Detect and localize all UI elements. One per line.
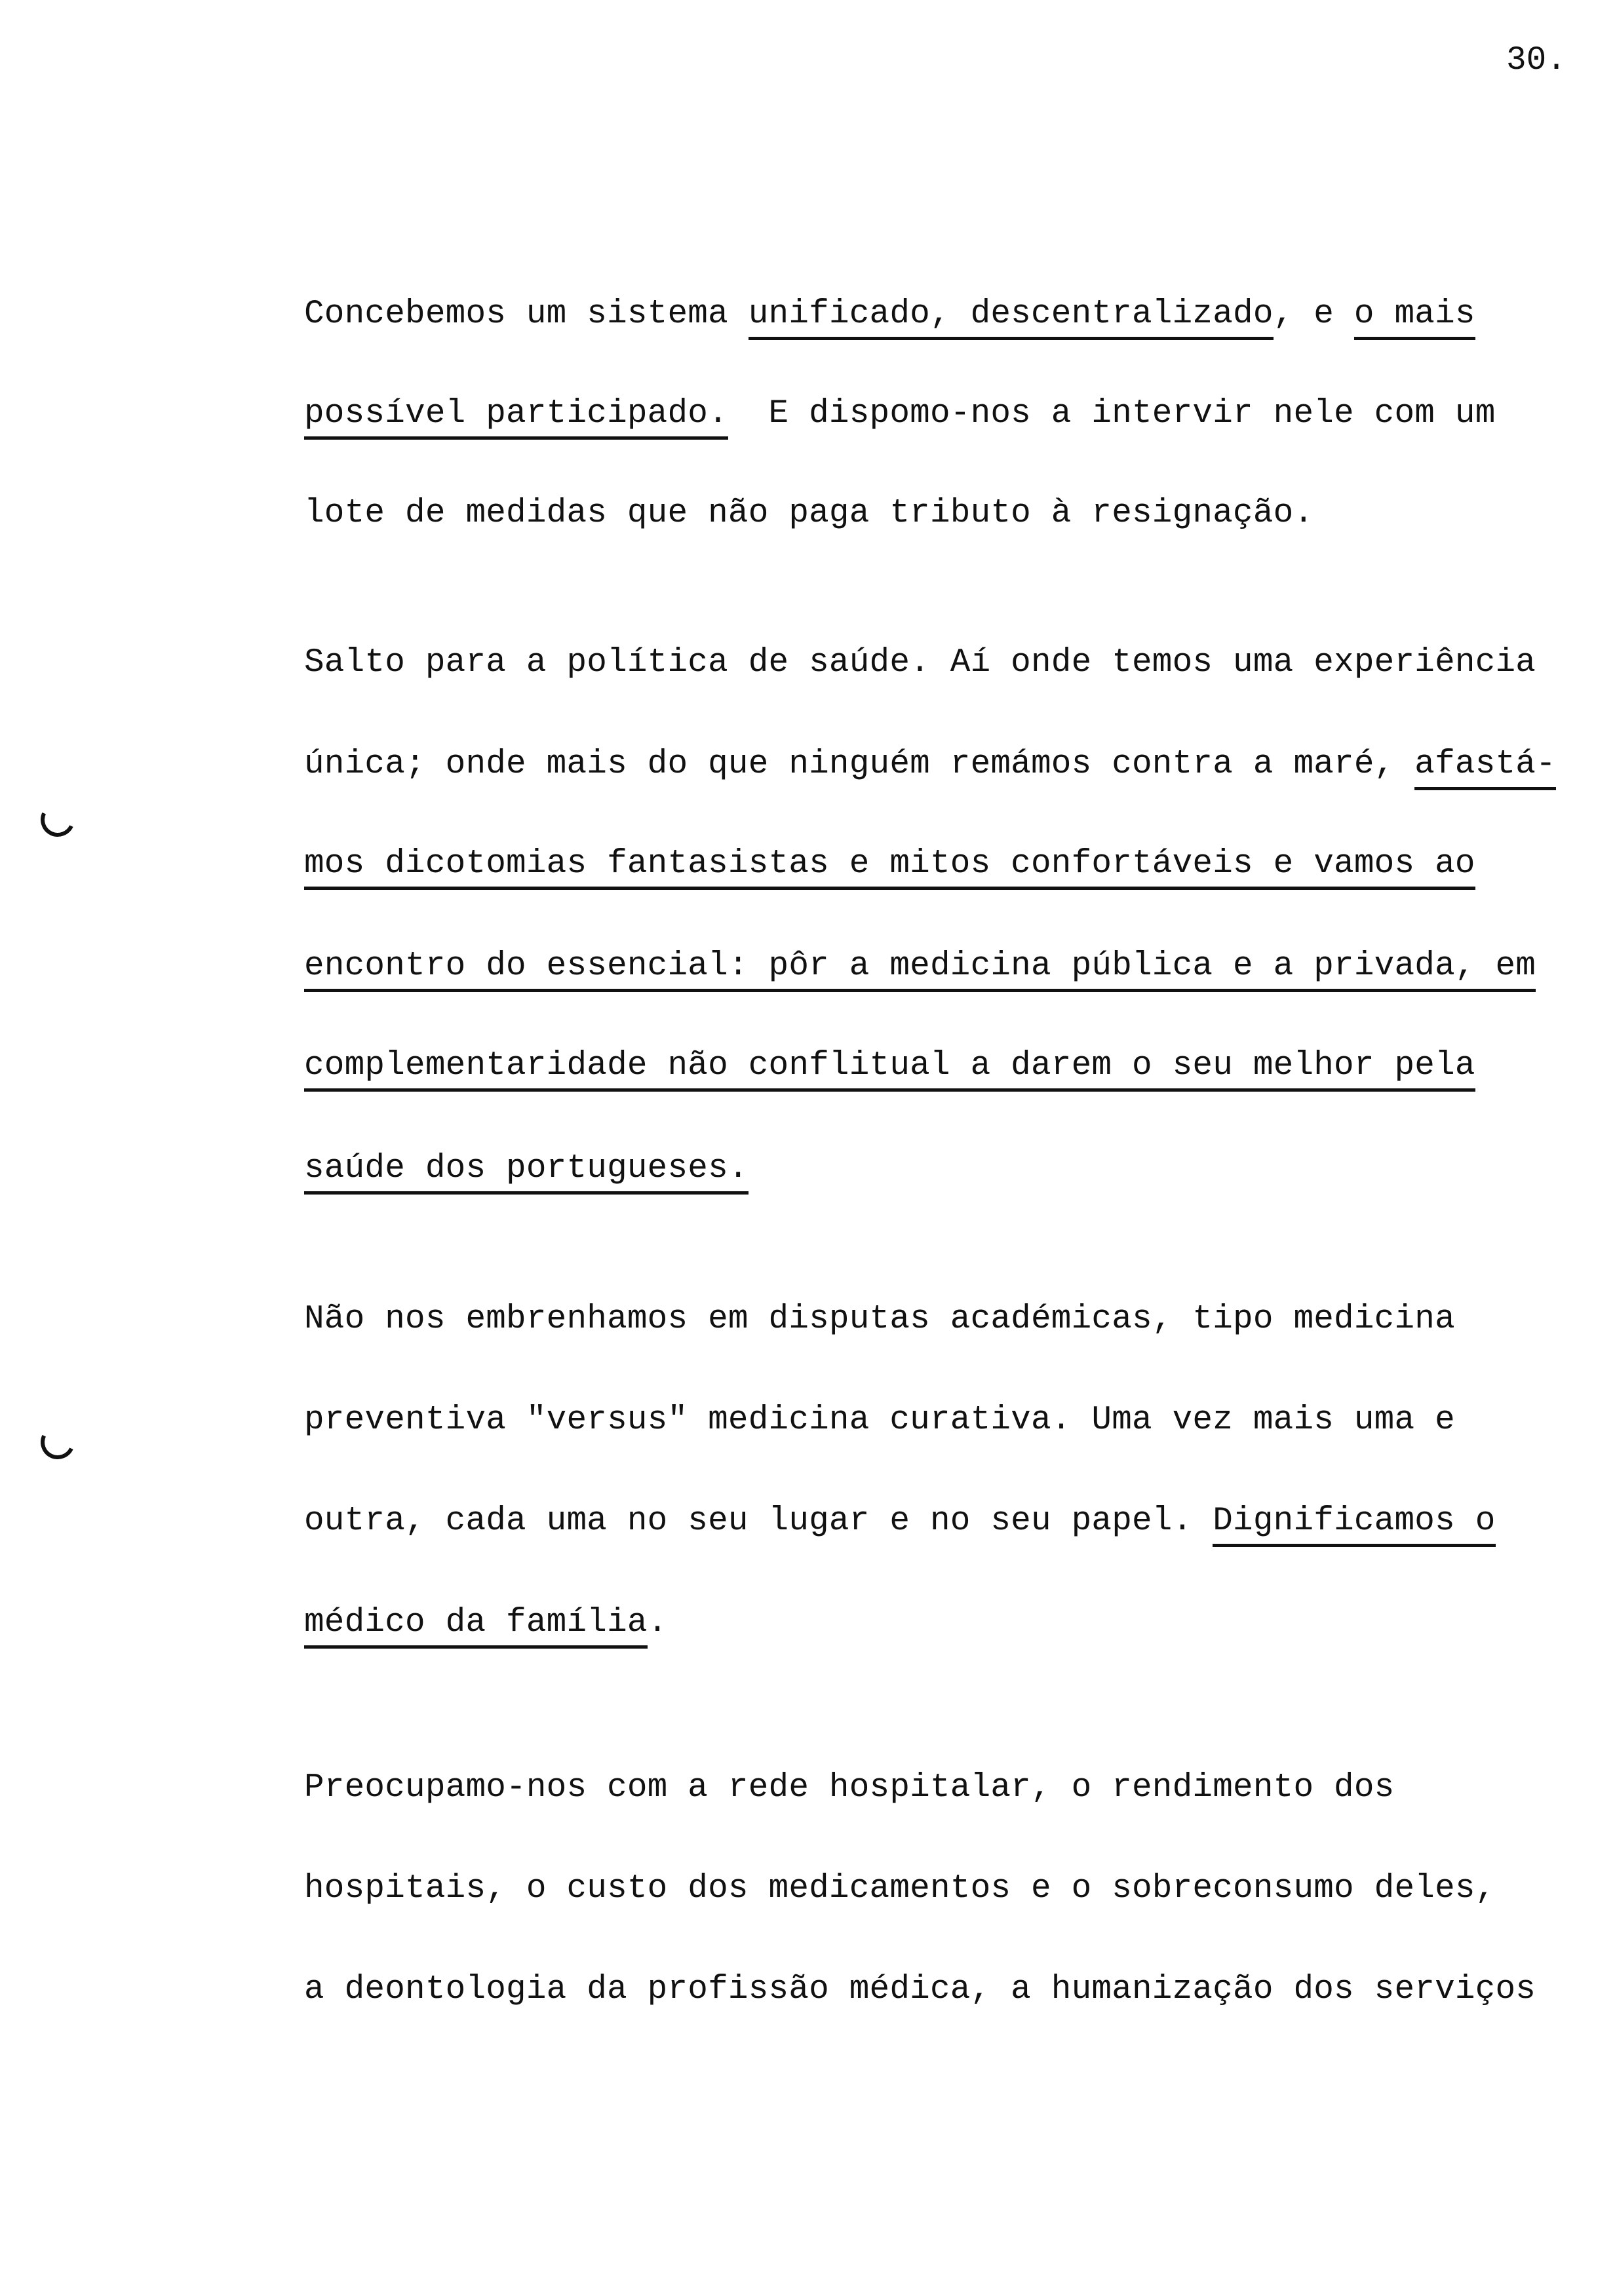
text-line xyxy=(304,1868,1496,1910)
underlined-text: saúde dos portugueses. xyxy=(304,1150,749,1195)
text-segment: Não nos embrenhamos em disputas académicas, tipo medicina xyxy=(304,1301,1455,1338)
text-segment: Salto para a política de saúde. Aí onde temos uma experiência xyxy=(304,644,1536,681)
text-segment: única; onde mais do que ninguém remámos contra a maré, xyxy=(304,746,1415,783)
text-segment: E dispomo-nos a intervir nele com um xyxy=(728,395,1496,432)
text-segment: . xyxy=(647,1604,668,1641)
text-segment: preventiva "versus" medicina curativa. Uma vez mais uma e xyxy=(304,1402,1455,1439)
text-segment: lote de medidas que não paga tributo à resignação. xyxy=(304,495,1314,532)
text-line xyxy=(304,294,1475,335)
text-line xyxy=(304,1501,1496,1542)
underlined-text: encontro do essencial: pôr a medicina pública e a privada, em xyxy=(304,947,1536,992)
underlined-text: mos dicotomias fantasistas e mitos confortáveis e vamos ao xyxy=(304,845,1475,890)
text-line xyxy=(304,493,1313,535)
text-segment: , e xyxy=(1273,296,1354,333)
text-line xyxy=(304,1045,1475,1087)
text-line xyxy=(304,843,1475,885)
underlined-text: possível participado. xyxy=(304,395,728,440)
underlined-text: Dignificamos o xyxy=(1213,1502,1495,1547)
underlined-text: unificado, descentralizado xyxy=(749,296,1274,340)
text-segment: Preocupamo-nos com a rede hospitalar, o rendimento dos xyxy=(304,1769,1395,1807)
page-number: 30. xyxy=(1506,42,1566,79)
text-line xyxy=(304,1767,1394,1809)
underlined-text: complementaridade não conflitual a darem o seu melhor pela xyxy=(304,1047,1475,1092)
margin-mark-1 xyxy=(36,798,80,842)
text-line xyxy=(304,744,1556,786)
text-segment: hospitais, o custo dos medicamentos e o sobreconsumo deles, xyxy=(304,1870,1496,1907)
underlined-text: médico da família xyxy=(304,1604,648,1649)
text-line xyxy=(304,1400,1455,1442)
text-line xyxy=(304,1969,1536,2011)
text-line xyxy=(304,946,1536,987)
text-segment: Concebemos um sistema xyxy=(304,296,749,333)
text-line xyxy=(304,1299,1455,1341)
margin-mark-2 xyxy=(36,1421,80,1464)
text-line xyxy=(304,1602,668,1644)
underlined-text: o mais xyxy=(1354,296,1475,340)
underlined-text: afastá- xyxy=(1414,746,1556,790)
text-line xyxy=(304,642,1536,684)
text-segment: outra, cada uma no seu lugar e no seu papel. xyxy=(304,1502,1213,1540)
text-line xyxy=(304,1148,749,1190)
text-segment: a deontologia da profissão médica, a humanização dos serviços xyxy=(304,1971,1536,2008)
text-line xyxy=(304,393,1496,435)
